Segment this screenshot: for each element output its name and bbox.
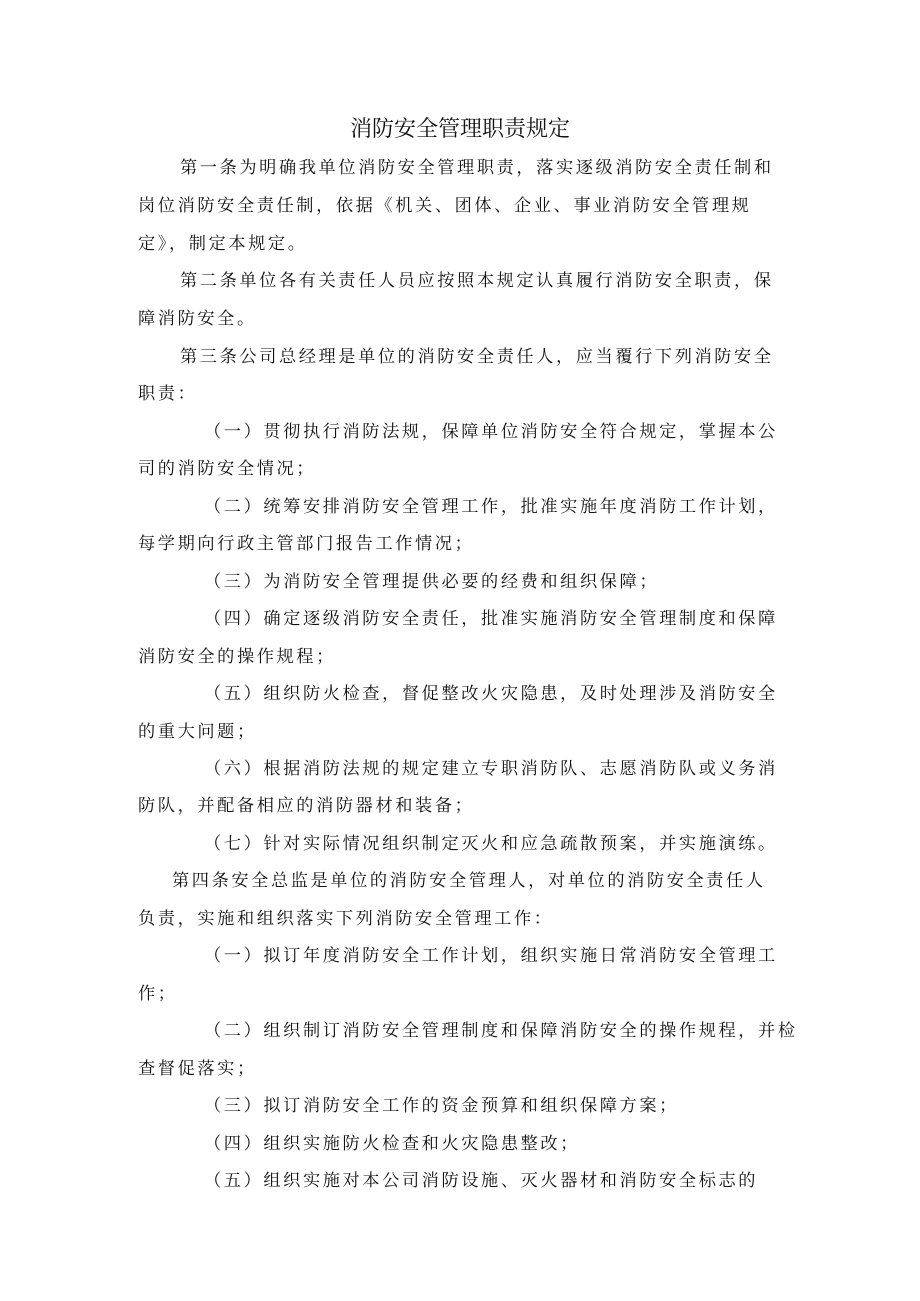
text-line: （五）组织实施对本公司消防设施、灭火器材和消防安全标志的 — [204, 1171, 759, 1191]
text-line: （二）组织制订消防安全管理制度和保障消防安全的操作规程，并检 — [204, 1021, 798, 1041]
text-line: （一）拟订年度消防安全工作计划，组织实施日常消防安全管理工 — [204, 946, 778, 966]
text-line: 每学期向行政主管部门报告工作情况； — [138, 534, 475, 554]
text-line: 防队，并配备相应的消防器材和装备； — [138, 796, 475, 816]
text-line: 消防安全的操作规程； — [138, 647, 336, 667]
text-line: 第二条单位各有关责任人员应按照本规定认真履行消防安全职责，保 — [180, 271, 774, 291]
text-line: （二）统筹安排消防安全管理工作，批准实施年度消防工作计划， — [204, 497, 778, 517]
text-line: （五）组织防火检查，督促整改火灾隐患，及时处理涉及消防安全 — [204, 684, 778, 704]
text-line: 司的消防安全情况； — [138, 459, 317, 479]
text-line: （三）为消防安全管理提供必要的经费和组织保障； — [204, 572, 660, 592]
text-line: 职责： — [138, 384, 198, 404]
text-line: 定》，制定本规定。 — [138, 234, 308, 254]
text-line: 第四条安全总监是单位的消防安全管理人，对单位的消防安全责任人 — [172, 871, 766, 891]
text-line: （四）组织实施防火检查和火灾隐患整改； — [204, 1134, 580, 1154]
text-line: （六）根据消防法规的规定建立专职消防队、志愿消防队或义务消 — [204, 759, 778, 779]
text-line: 作； — [138, 984, 178, 1004]
text-line: 第三条公司总经理是单位的消防安全责任人，应当覆行下列消防安全 — [180, 347, 774, 367]
text-line: （四）确定逐级消防安全责任，批准实施消防安全管理制度和保障 — [204, 609, 778, 629]
text-line: 障消防安全。 — [138, 309, 257, 329]
text-line: 第一条为明确我单位消防安全管理职责，落实逐级消防安全责任制和 — [180, 158, 774, 178]
text-line: 的重大问题； — [138, 722, 257, 742]
text-line: 负责，实施和组织落实下列消防安全管理工作： — [138, 909, 554, 929]
text-line: （七）针对实际情况组织制定灭火和应急疏散预案，并实施演练。 — [204, 834, 778, 854]
text-line: 查督促落实； — [138, 1059, 257, 1079]
text-line: （一）贯彻执行消防法规，保障单位消防安全符合规定，掌握本公 — [204, 422, 778, 442]
document-title: 消防安全管理职责规定 — [349, 117, 570, 142]
text-line: 岗位消防安全责任制，依据《机关、团体、企业、事业消防安全管理规 — [138, 196, 752, 216]
text-line: （三）拟订消防安全工作的资金预算和组织保障方案； — [204, 1096, 679, 1116]
